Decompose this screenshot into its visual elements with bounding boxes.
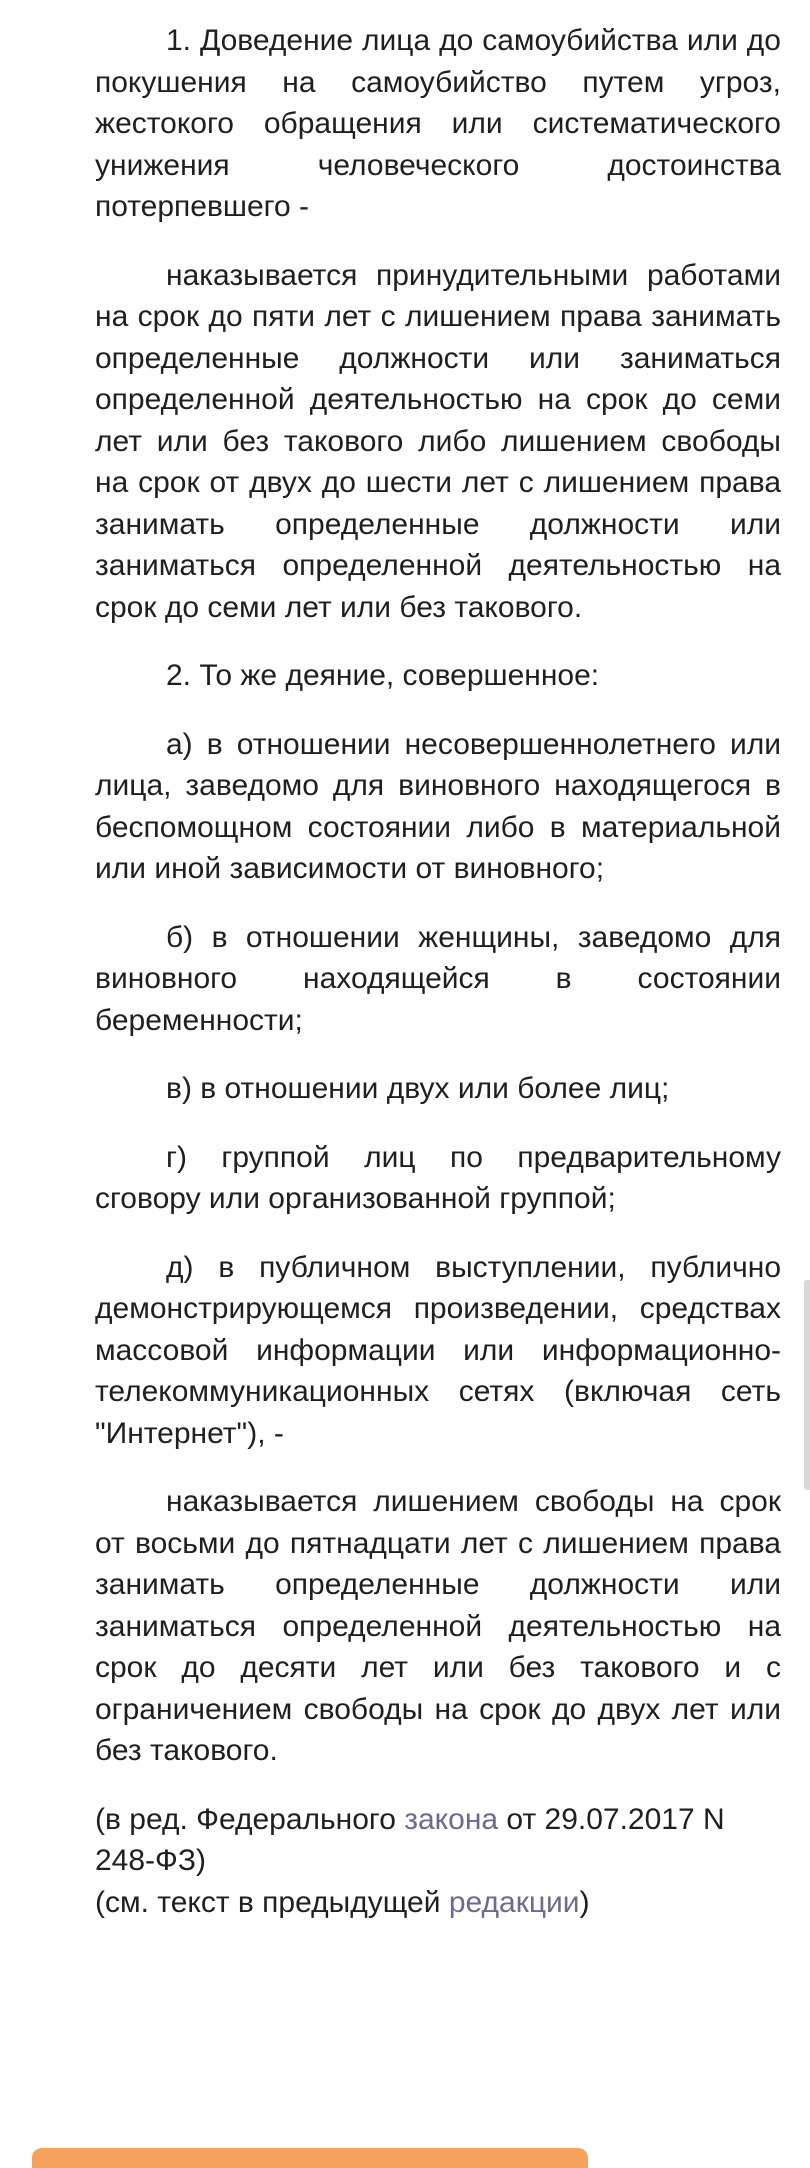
- paragraph-sanction-1: наказывается принудительными работами на срок до пяти лет с лишением права занимать определенные должности или заниматься определенной деятельностью на срок до семи лет или без такового либо лишением свободы на срок от двух до шести лет с лишением права занимать определенные должности или заниматься определенной деятельностью на срок до семи лет или без такового.: [95, 258, 781, 624]
- previous-edition-link[interactable]: редакции: [448, 1885, 580, 1919]
- paragraph-item-g: г) группой лиц по предварительному сговору или организованной группой;: [95, 1140, 781, 1215]
- edition-note: [95, 1799, 781, 1882]
- paragraph-part-2: 2. То же деяние, совершенное:: [166, 659, 600, 692]
- scrollbar-thumb[interactable]: [804, 1280, 810, 1490]
- law-link[interactable]: закона: [404, 1802, 499, 1836]
- edition-note-prefix: (в ред. Федерального: [95, 1802, 405, 1836]
- paragraph-sanction-2: наказывается лишением свободы на срок от восьми до пятнадцати лет с лишением права занимать определенные должности или заниматься определенной деятельностью на срок до десяти лет или без такового и с ограничением свободы на срок до двух лет или без такового.: [95, 1485, 781, 1767]
- paragraph-item-d: д) в публичном выступлении, публично демонстрирующемся произведении, средствах массовой информации или информационно-телекоммуникационных сетях (включая сеть "Интернет"), -: [95, 1250, 781, 1450]
- previous-edition-prefix: (см. текст в предыдущей: [95, 1885, 449, 1919]
- article-body: [95, 0, 781, 1923]
- paragraph-part-1: 1. Доведение лица до самоубийства или до покушения на самоубийство путем угроз, жестокого обращения или систематического унижения человеческого достоинства потерпевшего -: [95, 24, 781, 223]
- previous-edition-note: [95, 1882, 781, 1924]
- paragraph-item-b: б) в отношении женщины, заведомо для виновного находящейся в состоянии беременности;: [95, 920, 781, 1037]
- paragraph-item-v: в) в отношении двух или более лиц;: [166, 1072, 670, 1105]
- bottom-action-bar[interactable]: [32, 2148, 588, 2168]
- paragraph-item-a: а) в отношении несовершеннолетнего или лица, заведомо для виновного находящегося в беспомощном состоянии либо в материальной или иной зависимости от виновного;: [95, 727, 781, 885]
- edition-note-suffix: от 29.07.2017 N 248-ФЗ): [95, 1802, 725, 1877]
- previous-edition-suffix: ): [579, 1885, 590, 1919]
